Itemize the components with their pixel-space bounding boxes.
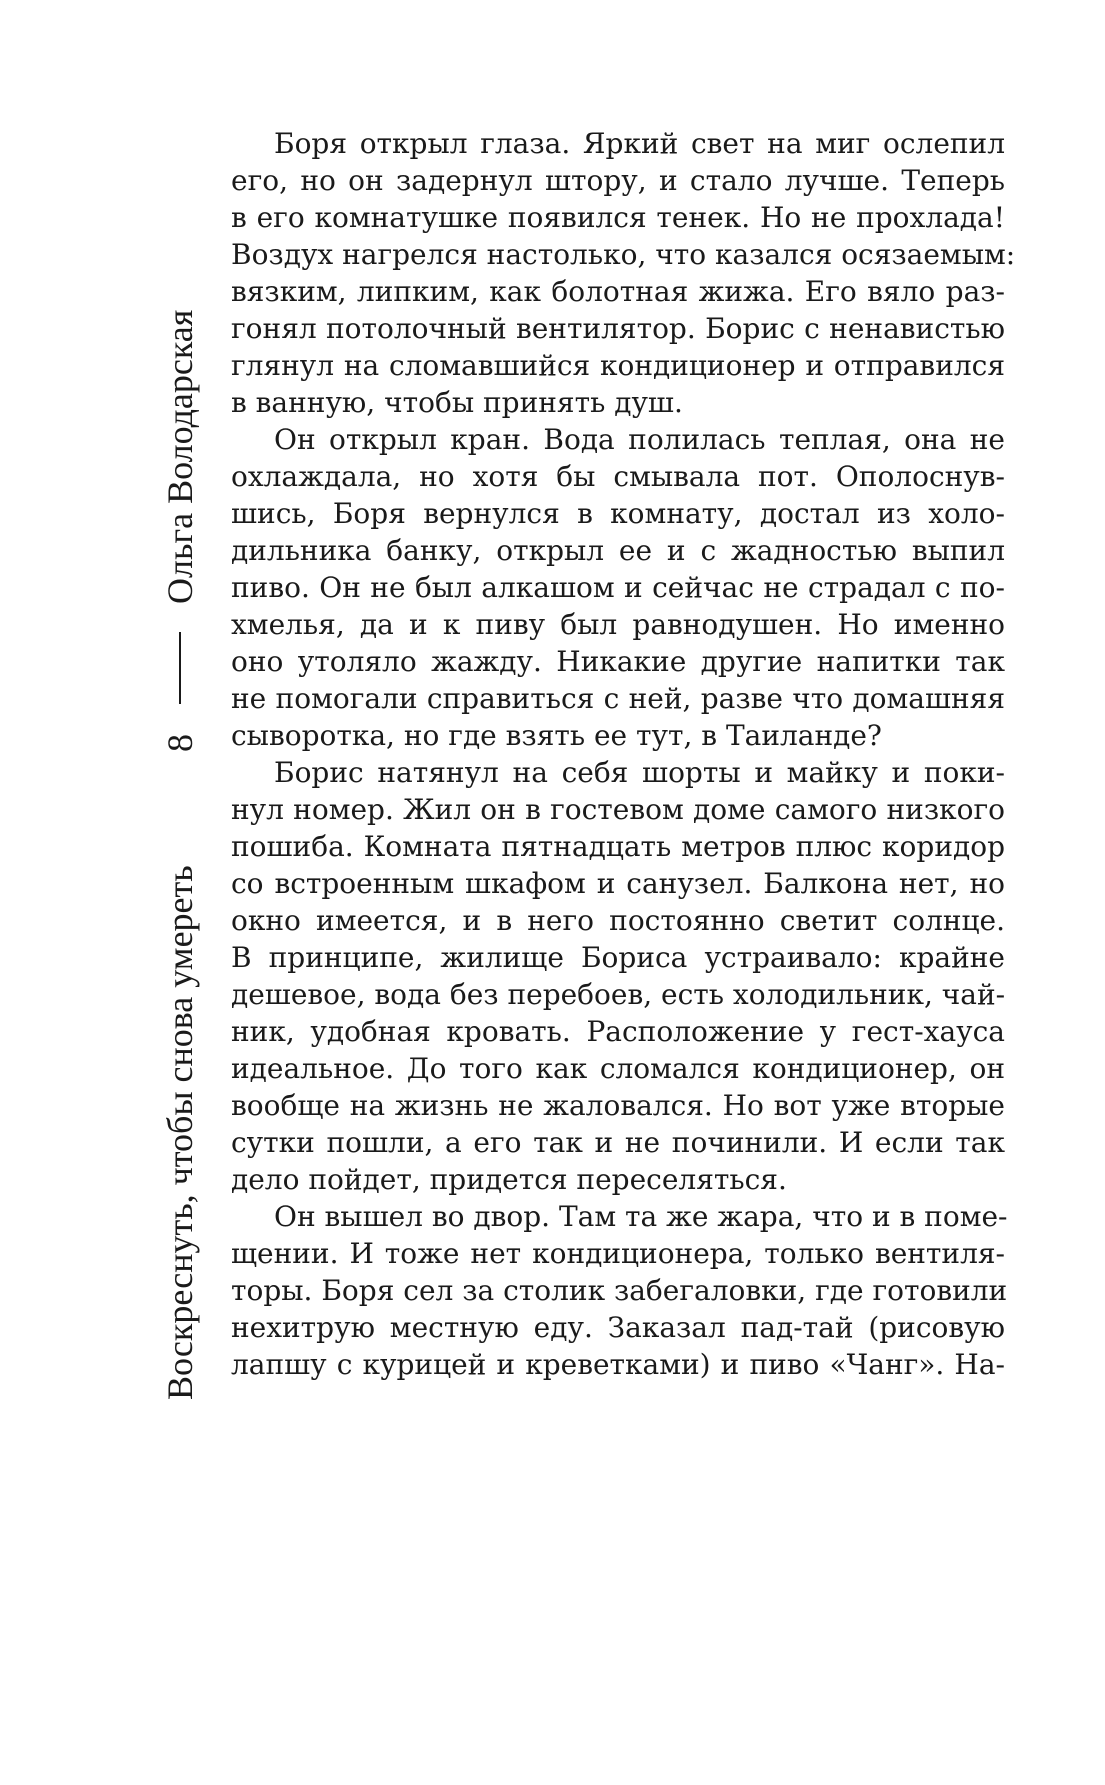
paragraph-3-line-6: В принципе, жилище Бориса устраивало: крайне [231,941,1005,974]
paragraph-2-line-2: охлаждала, но хотя бы смывала пот. Ополоснув- [231,460,1005,493]
paragraph-1-line-6: гонял потолочный вентилятор. Борис с ненавистью [231,312,1005,345]
paragraph-3-line-7: дешевое, вода без перебоев, есть холодильник, чай- [231,978,1006,1011]
paragraph-3-line-9: идеальное. До того как сломался кондиционер, он [231,1052,1005,1085]
paragraph-2-line-3: шись, Боря вернулся в комнату, достал из холо- [231,497,1005,530]
paragraph-3-line-3: пошиба. Комната пятнадцать метров плюс коридор [231,830,1005,863]
paragraph-4-line-3: торы. Боря сел за столик забегаловки, где готовили [231,1274,1008,1307]
running-header-author: Ольга Володарская [160,309,200,604]
header-separator [179,632,181,704]
paragraph-4-line-1: Он вышел во двор. Там та же жара, что и в поме- [274,1200,1008,1233]
paragraph-4-line-4: нехитрую местную еду. Заказал пад-тай (рисовую [231,1311,1005,1344]
running-header [151,240,209,1400]
paragraph-1-line-5: вязким, липким, как болотная жижа. Его вяло раз- [231,275,1005,308]
paragraph-3-line-8: ник, удобная кровать. Расположение у гест-хауса [231,1015,1005,1048]
paragraph-2-line-1: Он открыл кран. Вода полилась теплая, она не [274,423,1005,456]
paragraph-4-line-2: щении. И тоже нет кондиционера, только вентиля- [231,1237,1005,1270]
paragraph-3-line-2: нул номер. Жил он в гостевом доме самого низкого [231,793,1005,826]
paragraph-2-line-7: оно утоляло жажду. Никакие другие напитки так [231,645,1005,678]
paragraph-3-line-10: вообще на жизнь не жаловался. Но вот уже вторые [231,1089,1005,1122]
paragraph-1-line-2: его, но он задернул штору, и стало лучше. Теперь [231,164,1005,197]
paragraph-2-line-8: не помогали справиться с ней, разве что домашняя [231,682,1005,715]
paragraph-3-line-11: сутки пошли, а его так и не починили. И если так [231,1126,1005,1159]
paragraph-2-line-4: дильника банку, открыл ее и с жадностью выпил [231,534,1005,567]
paragraph-3-line-5: окно имеется, и в него постоянно светит солнце. [231,904,1005,937]
paragraph-1-line-8: в ванную, чтобы принять душ. [231,386,683,419]
paragraph-3-line-12: дело пойдет, придется переселяться. [231,1163,787,1196]
paragraph-3-line-1: Борис натянул на себя шорты и майку и поки- [274,756,1005,789]
running-header-book-title: Воскреснуть, чтобы снова умереть [160,865,200,1400]
page-number: 8 [160,734,200,752]
paragraph-3-line-4: со встроенным шкафом и санузел. Балкона нет, но [231,867,1005,900]
paragraph-2-line-5: пиво. Он не был алкашом и сейчас не страдал с по- [231,571,1005,604]
paragraph-1-line-1: Боря открыл глаза. Яркий свет на миг ослепил [274,127,1005,160]
body-text [231,0,1016,1785]
paragraph-4-line-5: лапшу с курицей и креветками) и пиво «Чанг». На- [231,1348,1005,1381]
paragraph-2-line-6: хмелья, да и к пиву был равнодушен. Но именно [231,608,1005,641]
paragraph-1-line-7: глянул на сломавшийся кондиционер и отправился [231,349,1005,382]
paragraph-1-line-4: Воздух нагрелся настолько, что казался осязаемым: [231,238,1016,271]
paragraph-2-line-9: сыворотка, но где взять ее тут, в Таиланде? [231,719,882,752]
paragraph-1-line-3: в его комнатушке появился тенек. Но не прохлада! [231,201,1005,234]
